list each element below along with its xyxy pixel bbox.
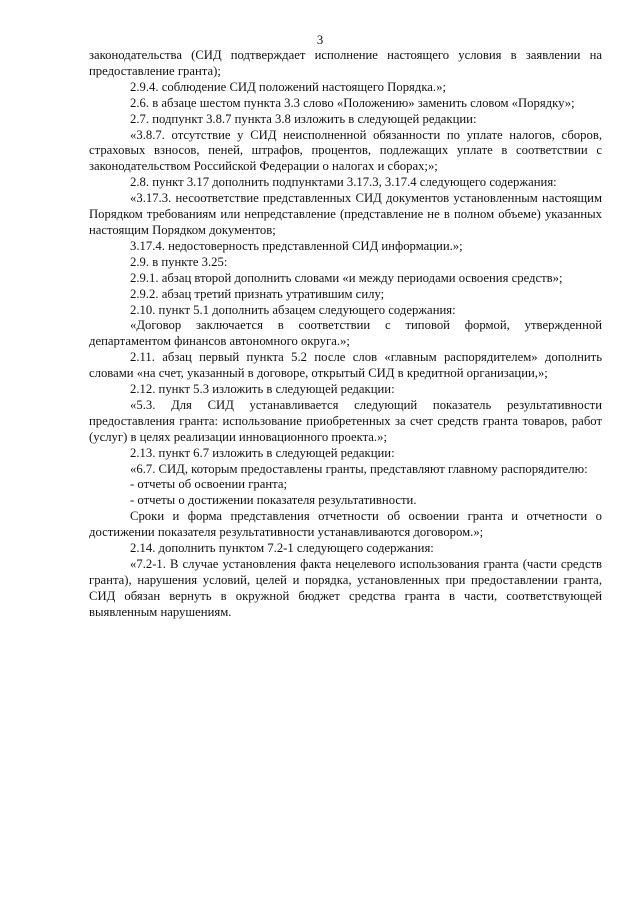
paragraph: «6.7. СИД, которым предоставлены гранты, представляют главному распорядителю:	[130, 461, 588, 476]
paragraph: 2.8. пункт 3.17 дополнить подпунктами 3.17.3, 3.17.4 следующего содержания:	[130, 175, 557, 190]
paragraph: 2.7. подпункт 3.8.7 пункта 3.8 изложить в следующей редакции:	[130, 111, 477, 126]
paragraph: 3.17.4. недостоверность представленной СИД информации.»;	[130, 238, 463, 253]
document-body	[89, 48, 602, 621]
paragraph: Сроки и форма представления отчетности об освоении гранта и отчетности о достижении показателя результативности устанавливаются договором.»;	[89, 509, 602, 540]
paragraph: 2.10. пункт 5.1 дополнить абзацем следующего содержания:	[130, 302, 456, 317]
paragraph: - отчеты об освоении гранта;	[130, 477, 288, 492]
paragraph: 2.12. пункт 5.3 изложить в следующей редакции:	[130, 382, 395, 397]
paragraph: 2.11. абзац первый пункта 5.2 после слов «главным распорядителем» дополнить словами «на счет, указанный в договоре, открытый СИД в кредитной организации,»;	[89, 350, 602, 381]
paragraph: 2.14. дополнить пунктом 7.2-1 следующего содержания:	[130, 541, 434, 556]
paragraph: 2.6. в абзаце шестом пункта 3.3 слово «Положению» заменить словом «Порядку»;	[130, 95, 575, 110]
paragraph: 2.9.1. абзац второй дополнить словами «и между периодами освоения средств»;	[130, 270, 563, 285]
paragraph: «7.2-1. В случае установления факта нецелевого использования гранта (части средств гранта), нарушения условий, целей и порядка, установленных при предоставлении гранта, СИД обязан вернуть в окружной бюджет средства гранта в части, соответствующей выявленным нарушениям.	[89, 557, 602, 619]
paragraph: 2.9. в пункте 3.25:	[130, 254, 228, 269]
page-number: 3	[316, 33, 324, 47]
paragraph: - отчеты о достижении показателя результативности.	[130, 493, 417, 508]
paragraph: «3.17.3. несоответствие представленных СИД документов установленным настоящим Порядком требованиям или непредставление (представление не в полном объеме) указанных настоящим Порядком документов;	[89, 191, 602, 237]
paragraph: «Договор заключается в соответствии с типовой формой, утвержденной департаментом финансов автономного округа.»;	[89, 318, 602, 349]
paragraph: 2.9.2. абзац третий признать утратившим силу;	[130, 286, 385, 301]
paragraph: «3.8.7. отсутствие у СИД неисполненной обязанности по уплате налогов, сборов, страховых взносов, пеней, штрафов, процентов, подлежащих уплате в соответствии с законодательством Российской Федерации о налогах и сборах;»;	[89, 127, 602, 174]
paragraph: 2.13. пункт 6.7 изложить в следующей редакции:	[130, 445, 395, 460]
paragraph: законодательства (СИД подтверждает исполнение настоящего условия в заявлении на предоставление гранта);	[89, 48, 602, 78]
paragraph: 2.9.4. соблюдение СИД положений настоящего Порядка.»;	[130, 79, 446, 94]
paragraph: «5.3. Для СИД устанавливается следующий показатель результативности предоставления гранта: использование приобретенных за счет средств гранта товаров, работ (услуг) в целях реализации инновационного проекта.»;	[89, 397, 602, 444]
